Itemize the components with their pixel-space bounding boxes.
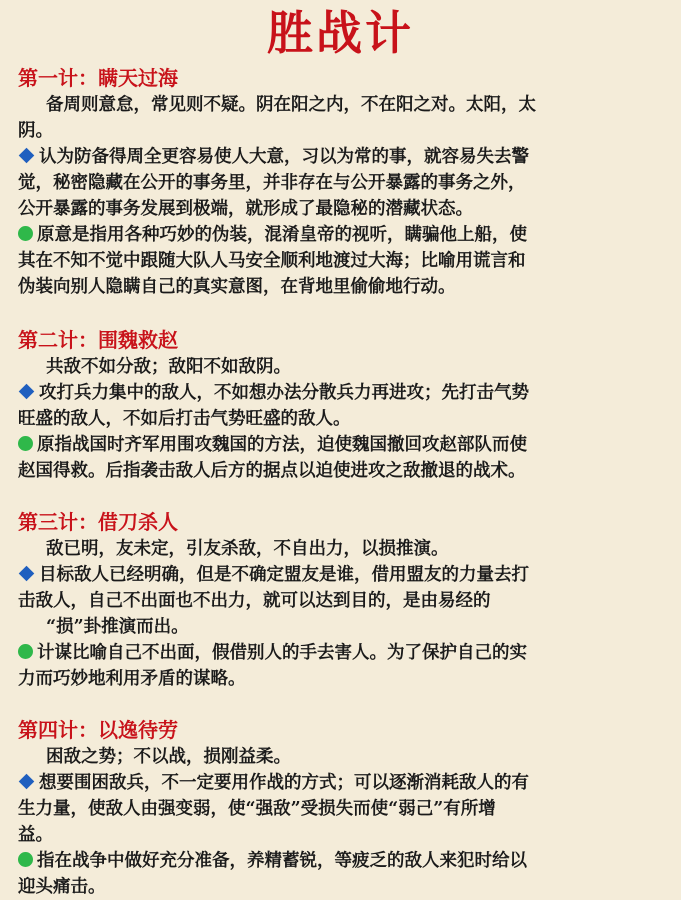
blue-diamond-icon bbox=[19, 774, 35, 790]
meaning-text: 指在战争中做好充分准备，养精蓄锐，等疲乏的敌人来犯时给以 bbox=[37, 851, 527, 871]
stratagem-heading: 第四计：以逸待劳 bbox=[18, 718, 178, 742]
explain-text: 目标敌人已经明确，但是不确定盟友是谁，借用盟友的力量去打 bbox=[39, 565, 529, 585]
stratagem-section bbox=[18, 326, 663, 484]
explain-line bbox=[18, 380, 663, 406]
meaning-line bbox=[18, 848, 663, 874]
blue-diamond-icon bbox=[19, 148, 35, 164]
explain-text: 认为防备得周全更容易使人大意，习以为常的事，就容易失去警 bbox=[39, 147, 529, 167]
quote-line: 共敌不如分敌；敌阳不如敌阴。 bbox=[46, 357, 291, 377]
blue-diamond-icon bbox=[19, 384, 35, 400]
explain-line: 觉，秘密隐藏在公开的事务里，并非存在与公开暴露的事务之外， bbox=[18, 173, 526, 193]
meaning-line bbox=[18, 222, 663, 248]
explain-text: 想要围困敌兵，不一定要用作战的方式；可以逐渐消耗敌人的有 bbox=[39, 773, 529, 793]
quote-line: 备周则意怠，常见则不疑。阴在阳之内，不在阳之对。太阳，太 bbox=[46, 95, 536, 115]
explain-line: “损”卦推演而出。 bbox=[46, 617, 189, 637]
meaning-text: 原指战国时齐军用围攻魏国的方法，迫使魏国撤回攻赵部队而使 bbox=[37, 435, 527, 455]
explain-line: 旺盛的敌人，不如后打击气势旺盛的敌人。 bbox=[18, 409, 351, 429]
quote-line: 困敌之势；不以战，损刚益柔。 bbox=[46, 747, 291, 767]
stratagem-heading: 第三计：借刀杀人 bbox=[18, 510, 178, 534]
green-circle-icon bbox=[18, 436, 33, 451]
stratagem-section bbox=[18, 64, 663, 300]
meaning-line: 迎头痛击。 bbox=[18, 877, 106, 897]
explain-line bbox=[18, 770, 663, 796]
meaning-line: 伪装向别人隐瞒自己的真实意图，在背地里偷偷地行动。 bbox=[18, 277, 456, 297]
blue-diamond-icon bbox=[19, 566, 35, 582]
explain-line: 击敌人，自己不出面也不出力，就可以达到目的，是由易经的 bbox=[18, 591, 491, 611]
meaning-text: 原意是指用各种巧妙的伪装，混淆皇帝的视听，瞒骗他上船，使 bbox=[37, 225, 527, 245]
green-circle-icon bbox=[18, 644, 33, 659]
explain-line: 生力量，使敌人由强变弱，使“强敌”受损失而使“弱己”有所增 bbox=[18, 799, 496, 819]
explain-line: 公开暴露的事务发展到极端，就形成了最隐秘的潜藏状态。 bbox=[18, 199, 473, 219]
explain-text: 攻打兵力集中的敌人，不如想办法分散兵力再进攻；先打击气势 bbox=[39, 383, 529, 403]
stratagem-heading: 第一计：瞒天过海 bbox=[18, 66, 178, 90]
explain-line bbox=[18, 144, 663, 170]
meaning-line bbox=[18, 640, 663, 666]
explain-line bbox=[18, 562, 663, 588]
stratagem-heading: 第二计：围魏救赵 bbox=[18, 328, 178, 352]
meaning-line: 其在不知不觉中跟随大队人马安全顺利地渡过大海；比喻用谎言和 bbox=[18, 251, 526, 271]
quote-line: 阴。 bbox=[18, 121, 53, 141]
stratagem-section bbox=[18, 716, 663, 900]
green-circle-icon bbox=[18, 852, 33, 867]
meaning-line bbox=[18, 432, 663, 458]
page-title: 胜战计 bbox=[267, 6, 414, 60]
meaning-line: 力而巧妙地利用矛盾的谋略。 bbox=[18, 669, 246, 689]
meaning-text: 计谋比喻自己不出面，假借别人的手去害人。为了保护自己的实 bbox=[37, 643, 527, 663]
meaning-line: 赵国得救。后指袭击敌人后方的据点以迫使进攻之敌撤退的战术。 bbox=[18, 461, 526, 481]
explain-line: 益。 bbox=[18, 825, 53, 845]
quote-line: 敌已明，友未定，引友杀敌，不自出力，以损推演。 bbox=[46, 539, 449, 559]
stratagem-section bbox=[18, 508, 663, 692]
green-circle-icon bbox=[18, 226, 33, 241]
